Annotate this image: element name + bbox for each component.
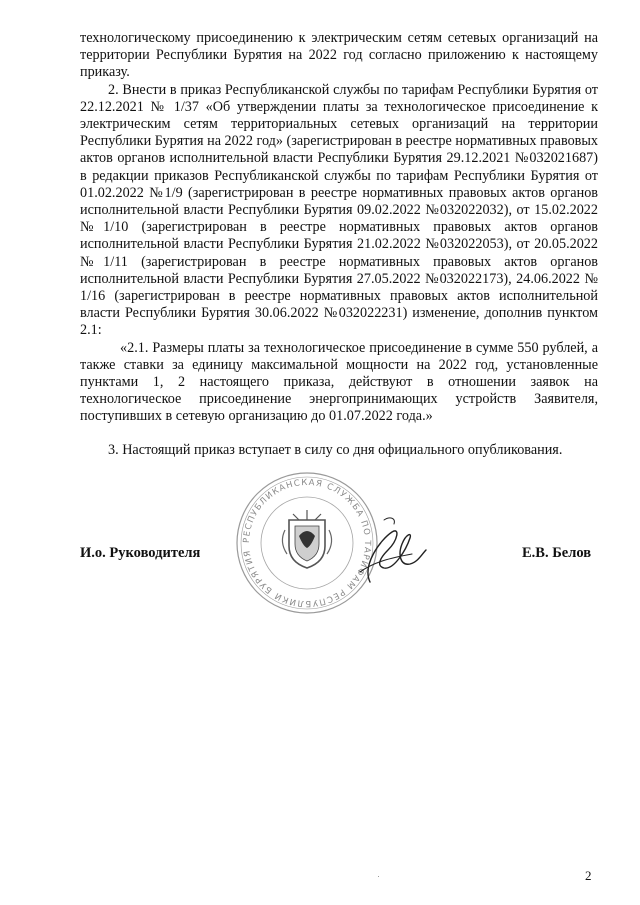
scan-speck [378,876,379,877]
paragraph-item-3: 3. Настоящий приказ вступает в силу со дня официального опубликования. [108,441,563,458]
signatory-name: Е.В. Белов [522,545,592,561]
paragraph-item-2-1-quote: «2.1. Размеры платы за технологическое присоединение в сумме 550 рублей, а также ставки за единицу максимальной мощности на 2022 год, установленные пунктами 1, 2 настоящего приказа, действуют в отношении заявок на технологическое присоединение энергопринимающих устройств Заявителя, поступивших в сетевую организацию до 01.07.2022 года.» [80,339,598,425]
signatory-position: И.о. Руководителя [80,545,201,561]
handwritten-signature [340,510,430,590]
paragraph-item-2: 2. Внести в приказ Республиканской службы по тарифам Республики Бурятия от 22.12.2021 № 1/37 «Об утверждении платы за технологическое присоединение к электрическим сетям территориальных сетевых организаций на территории Республики Бурятия на 2022 год» (зарегистрирован в реестре нормативных правовых актов органов исполнительной власти Республики Бурятия 29.12.2021 №032021687) в редакции приказов Республиканской службы по тарифам Республики Бурятия от 01.02.2022 №1/9 (зарегистрирован в реестре нормативных правовых актов органов исполнительной власти Республики Бурятия 09.02.2022 №032022032), от 15.02.2022 №1/10 (зарегистрирован в реестре нормативных правовых актов органов исполнительной власти Республики Бурятия 21.02.2022 №032022053), от 20.05.2022 №1/11 (зарегистрирован в реестре нормативных правовых актов органов исполнительной власти Республики Бурятия 27.05.2022 №032022173), 24.06.2022 № 1/16 (зарегистрирован в реестре нормативных правовых актов исполнительной власти Республики Бурятия 30.06.2022 №032022231) изменение, дополнив пунктом 2.1: [80,81,598,339]
page-number: 2 [585,868,592,883]
document-body [80,30,598,459]
seal-ring-text: РЕСПУБЛИКАНСКАЯ СЛУЖБА ПО ТАРИФАМ РЕСПУБЛИКИ БУРЯТИЯ [241,477,373,609]
paragraph-continuation: технологическому присоединению к электрическим сетям сетевых организаций на территории Республики Бурятия на 2022 год согласно приложению к настоящему приказу. [80,30,598,81]
coat-of-arms-icon [282,510,331,568]
